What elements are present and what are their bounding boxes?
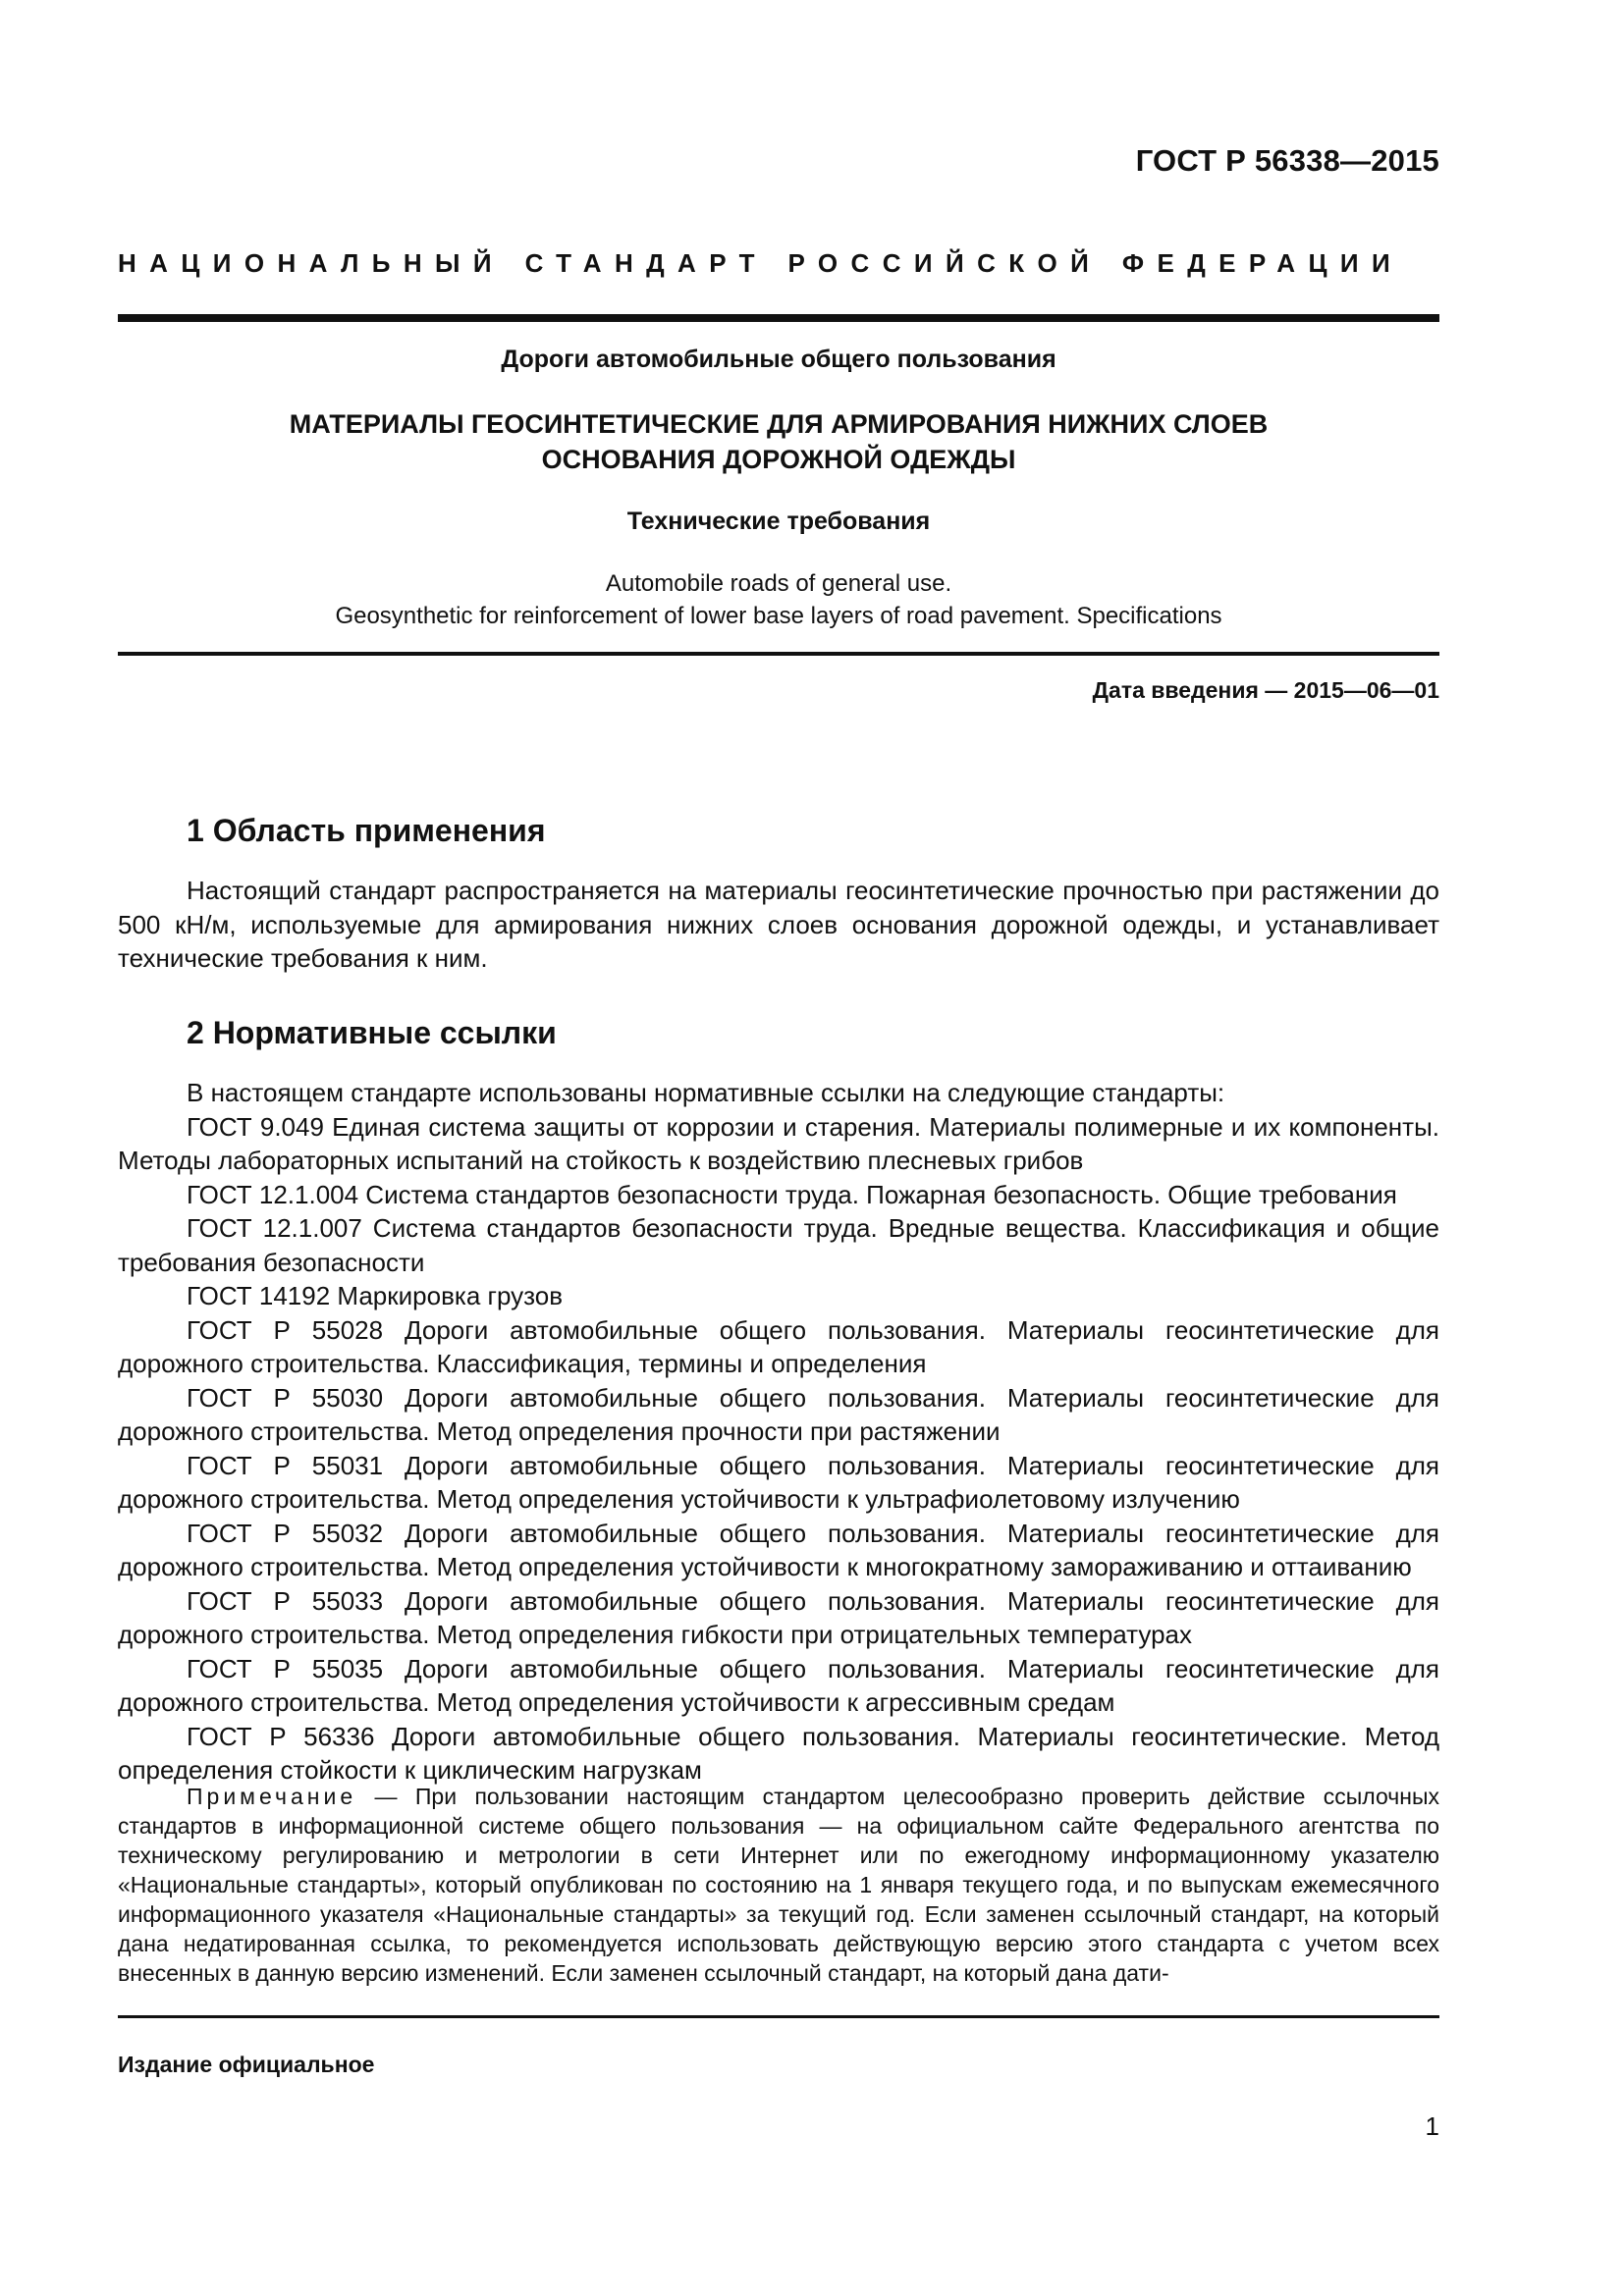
technical-requirements-title: Технические требования — [626, 507, 931, 535]
section-1-paragraph: Настоящий стандарт распространяется на материалы геосинтетические прочностью при растяжении до 500 кН/м, используемые для армирования нижних слоев основания дорожной одежды, и устанавливает технические требования к ним. — [118, 876, 1439, 973]
document-code: ГОСТ Р 56338—2015 — [1135, 143, 1439, 178]
reference-item: ГОСТ 12.1.004 Система стандартов безопасности труда. Пожарная безопасность. Общие требования — [187, 1179, 1397, 1209]
document-page — [118, 0, 1439, 2296]
section-2-heading: 2 Нормативные ссылки — [187, 1015, 557, 1050]
english-title-line-1: Automobile roads of general use. — [605, 570, 952, 597]
section-2-body — [118, 1076, 1439, 1788]
reference-item: ГОСТ Р 55033 Дороги автомобильные общего пользования. Материалы геосинтетические для дорожного строительства. Метод определения гибкости при отрицательных температурах — [118, 1585, 1439, 1649]
reference-item: ГОСТ 14192 Маркировка грузов — [187, 1281, 564, 1310]
document-subtitle: Дороги автомобильные общего пользования — [501, 346, 1056, 373]
introduction-date: Дата введения — 2015—06—01 — [1092, 677, 1439, 703]
section-2-intro: В настоящем стандарте использованы нормативные ссылки на следующие стандарты: — [187, 1078, 1225, 1107]
document-main-title — [118, 406, 1439, 477]
reference-item: ГОСТ 12.1.007 Система стандартов безопасности труда. Вредные вещества. Классификация и общие требования безопасности — [118, 1213, 1439, 1277]
reference-item: ГОСТ Р 55031 Дороги автомобильные общего пользования. Материалы геосинтетические для дорожного строительства. Метод определения устойчивости к ультрафиолетовому излучению — [118, 1450, 1439, 1514]
note-text: — При пользовании настоящим стандартом целесообразно проверить действие ссылочных стандартов в информационной системе общего пользования — на официальном сайте Федерального агентства по техническому регулированию и метрологии в сети Интернет или по ежегодному информационному указателю «Национальные стандарты», который опубликован по состоянию на 1 января текущего года, и по выпускам ежемесячного информационного указателя «Национальные стандарты» за текущий год. Если заменен ссылочный стандарт, на который дана недатированная ссылка, то рекомендуется использовать действующую версию этого стандарта с учетом всех внесенных в данную версию изменений. Если заменен ссылочный стандарт, на который дана дати- — [118, 1784, 1439, 1986]
footer-divider-rule — [118, 2015, 1439, 2018]
reference-item: ГОСТ Р 55032 Дороги автомобильные общего пользования. Материалы геосинтетические для дорожного строительства. Метод определения устойчивости к многократному замораживанию и оттаиванию — [118, 1518, 1439, 1581]
note-label: Примечание — [187, 1784, 357, 1809]
reference-item: ГОСТ 9.049 Единая система защиты от коррозии и старения. Материалы полимерные и их компоненты. Методы лабораторных испытаний на стойкость к воздействию плесневых грибов — [118, 1111, 1439, 1175]
national-standard-title: НАЦИОНАЛЬНЫЙ СТАНДАРТ РОССИЙСКОЙ ФЕДЕРАЦИИ — [118, 248, 1404, 278]
reference-item: ГОСТ Р 55030 Дороги автомобильные общего пользования. Материалы геосинтетические для дорожного строительства. Метод определения прочности при растяжении — [118, 1382, 1439, 1446]
section-1-heading: 1 Область применения — [187, 813, 546, 848]
reference-item: ГОСТ Р 56336 Дороги автомобильные общего пользования. Материалы геосинтетические. Метод определения стойкости к циклическим нагрузкам — [118, 1721, 1439, 1785]
english-title-line-2: Geosynthetic for reinforcement of lower base layers of road pavement. Specifications — [335, 603, 1222, 629]
english-title — [118, 567, 1439, 632]
note-paragraph — [118, 1782, 1439, 1988]
main-title-line-1: МАТЕРИАЛЫ ГЕОСИНТЕТИЧЕСКИЕ ДЛЯ АРМИРОВАНИЯ НИЖНИХ СЛОЕВ — [289, 409, 1269, 439]
main-title-line-2: ОСНОВАНИЯ ДОРОЖНОЙ ОДЕЖДЫ — [541, 445, 1016, 474]
reference-item: ГОСТ Р 55028 Дороги автомобильные общего пользования. Материалы геосинтетические для дорожного строительства. Классификация, термины и определения — [118, 1314, 1439, 1378]
reference-item: ГОСТ Р 55035 Дороги автомобильные общего пользования. Материалы геосинтетические для дорожного строительства. Метод определения устойчивости к агрессивным средам — [118, 1653, 1439, 1717]
header-divider-rule — [118, 314, 1439, 322]
page-number: 1 — [1425, 2111, 1439, 2141]
note-block — [118, 1782, 1439, 1988]
section-1-body — [118, 874, 1439, 976]
official-edition-label: Издание официальное — [118, 2052, 375, 2077]
title-divider-rule — [118, 652, 1439, 656]
